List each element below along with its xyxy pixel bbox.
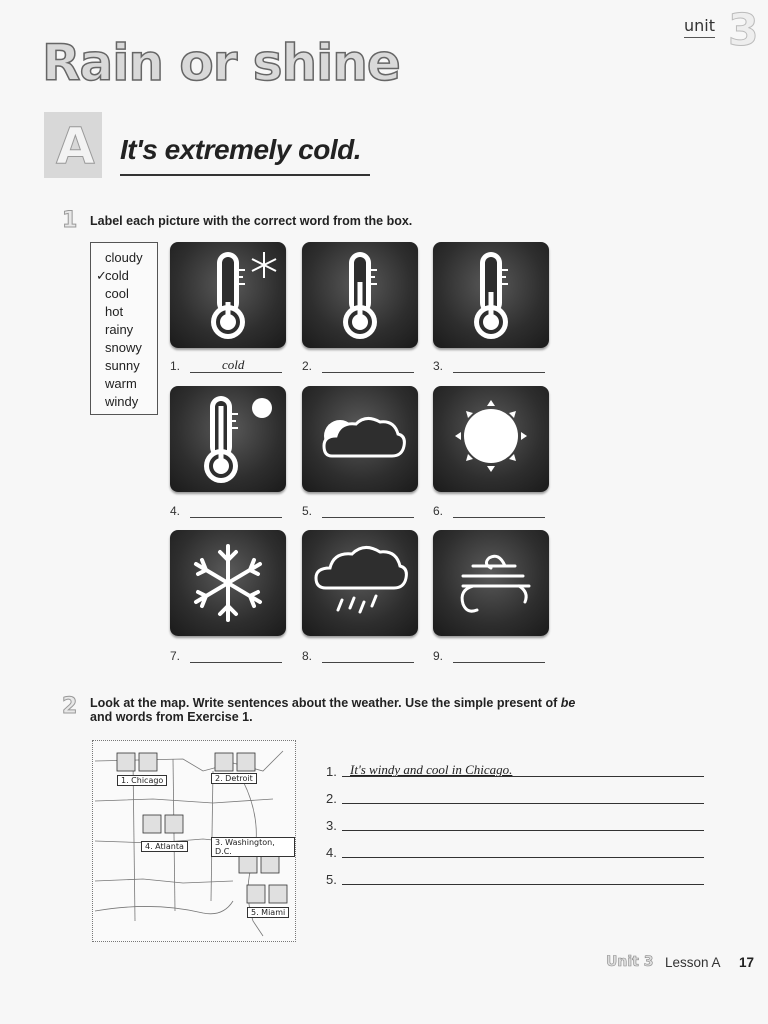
unit-number: 3 xyxy=(728,5,759,56)
lesson-title: It's extremely cold. xyxy=(120,134,361,165)
blank-number-2: 2. xyxy=(302,359,313,373)
weather-picture-8 xyxy=(302,530,418,636)
blank-line-7 xyxy=(190,662,282,663)
exercise-2-instruction-text: Look at the map. Write sentences about the weather. Use the simple present of xyxy=(90,696,561,710)
weather-picture-6 xyxy=(433,386,549,492)
sentence-line-3 xyxy=(342,830,704,831)
thermometer-hot-sun-icon xyxy=(170,386,286,492)
blank-line-9 xyxy=(453,662,545,663)
exercise-2-instruction-em: be xyxy=(560,696,576,710)
unit-label: unit xyxy=(684,16,715,38)
weather-picture-3 xyxy=(433,242,549,348)
exercise-1-number: 1 xyxy=(62,208,78,233)
sentence-line-2 xyxy=(342,803,704,804)
footer-lesson: Lesson A xyxy=(665,955,721,970)
weather-picture-4 xyxy=(170,386,286,492)
word-box-item: snowy xyxy=(105,340,142,355)
blank-number-9: 9. xyxy=(433,649,444,663)
blank-answer-1: cold xyxy=(222,357,245,372)
blank-line-4 xyxy=(190,517,282,518)
blank-line-5 xyxy=(322,517,414,518)
exercise-2-number: 2 xyxy=(62,694,78,719)
rain-cloud-icon xyxy=(302,530,418,636)
sentence-line-5 xyxy=(342,884,704,885)
blank-line-6 xyxy=(453,517,545,518)
blank-number-1: 1. xyxy=(170,359,181,373)
word-box-item: rainy xyxy=(105,322,134,337)
sentence-line-4 xyxy=(342,857,704,858)
thermometer-low-icon xyxy=(433,242,549,348)
page-title: Rain or shine xyxy=(42,34,400,92)
blank-line-8 xyxy=(322,662,414,663)
sentence-number-4: 4. xyxy=(326,845,337,860)
exercise-2-instruction-line2: and words from Exercise 1. xyxy=(90,710,253,724)
exercise-2-instruction xyxy=(90,696,610,724)
word-box-item: windy xyxy=(105,394,139,409)
word-box xyxy=(90,242,158,415)
weather-map xyxy=(92,740,296,942)
blank-number-5: 5. xyxy=(302,504,313,518)
lesson-letter: A xyxy=(56,117,95,175)
page-number: 17 xyxy=(739,955,755,970)
weather-picture-2 xyxy=(302,242,418,348)
weather-picture-5 xyxy=(302,386,418,492)
blank-number-7: 7. xyxy=(170,649,181,663)
blank-number-6: 6. xyxy=(433,504,444,518)
sentence-number-5: 5. xyxy=(326,872,337,887)
blank-number-8: 8. xyxy=(302,649,313,663)
snowflake-icon xyxy=(170,530,286,636)
weather-picture-1 xyxy=(170,242,286,348)
word-box-item: cold xyxy=(105,268,129,283)
blank-line-3 xyxy=(453,372,545,373)
word-box-item: hot xyxy=(105,304,124,319)
map-label-chicago: 1. Chicago xyxy=(117,775,167,786)
map-label-detroit: 2. Detroit xyxy=(211,773,257,784)
weather-picture-7 xyxy=(170,530,286,636)
wind-icon xyxy=(433,530,549,636)
map-label-washington: 3. Washington, D.C. xyxy=(211,837,295,857)
weather-picture-9 xyxy=(433,530,549,636)
map-label-miami: 5. Miami xyxy=(247,907,289,918)
sentence-number-3: 3. xyxy=(326,818,337,833)
word-box-item: sunny xyxy=(105,358,140,373)
word-box-item: warm xyxy=(105,376,137,391)
thermometer-mid-icon xyxy=(302,242,418,348)
blank-number-3: 3. xyxy=(433,359,444,373)
sentence-number-1: 1. xyxy=(326,764,337,779)
sentence-number-2: 2. xyxy=(326,791,337,806)
footer-unit: Unit 3 xyxy=(606,954,654,970)
blank-line-2 xyxy=(322,372,414,373)
sun-icon xyxy=(433,386,549,492)
word-box-item: cool xyxy=(105,286,129,301)
blank-number-4: 4. xyxy=(170,504,181,518)
thermometer-cold-snowflake-icon xyxy=(170,242,286,348)
exercise-1-instruction: Label each picture with the correct word from the box. xyxy=(90,214,413,228)
sun-behind-cloud-icon xyxy=(302,386,418,492)
sentence-answer-1: It's windy and cool in Chicago. xyxy=(350,762,513,777)
lesson-title-underline xyxy=(120,174,370,176)
word-box-item: cloudy xyxy=(105,250,143,265)
check-mark-icon: ✓ xyxy=(96,268,107,283)
map-label-atlanta: 4. Atlanta xyxy=(141,841,188,852)
